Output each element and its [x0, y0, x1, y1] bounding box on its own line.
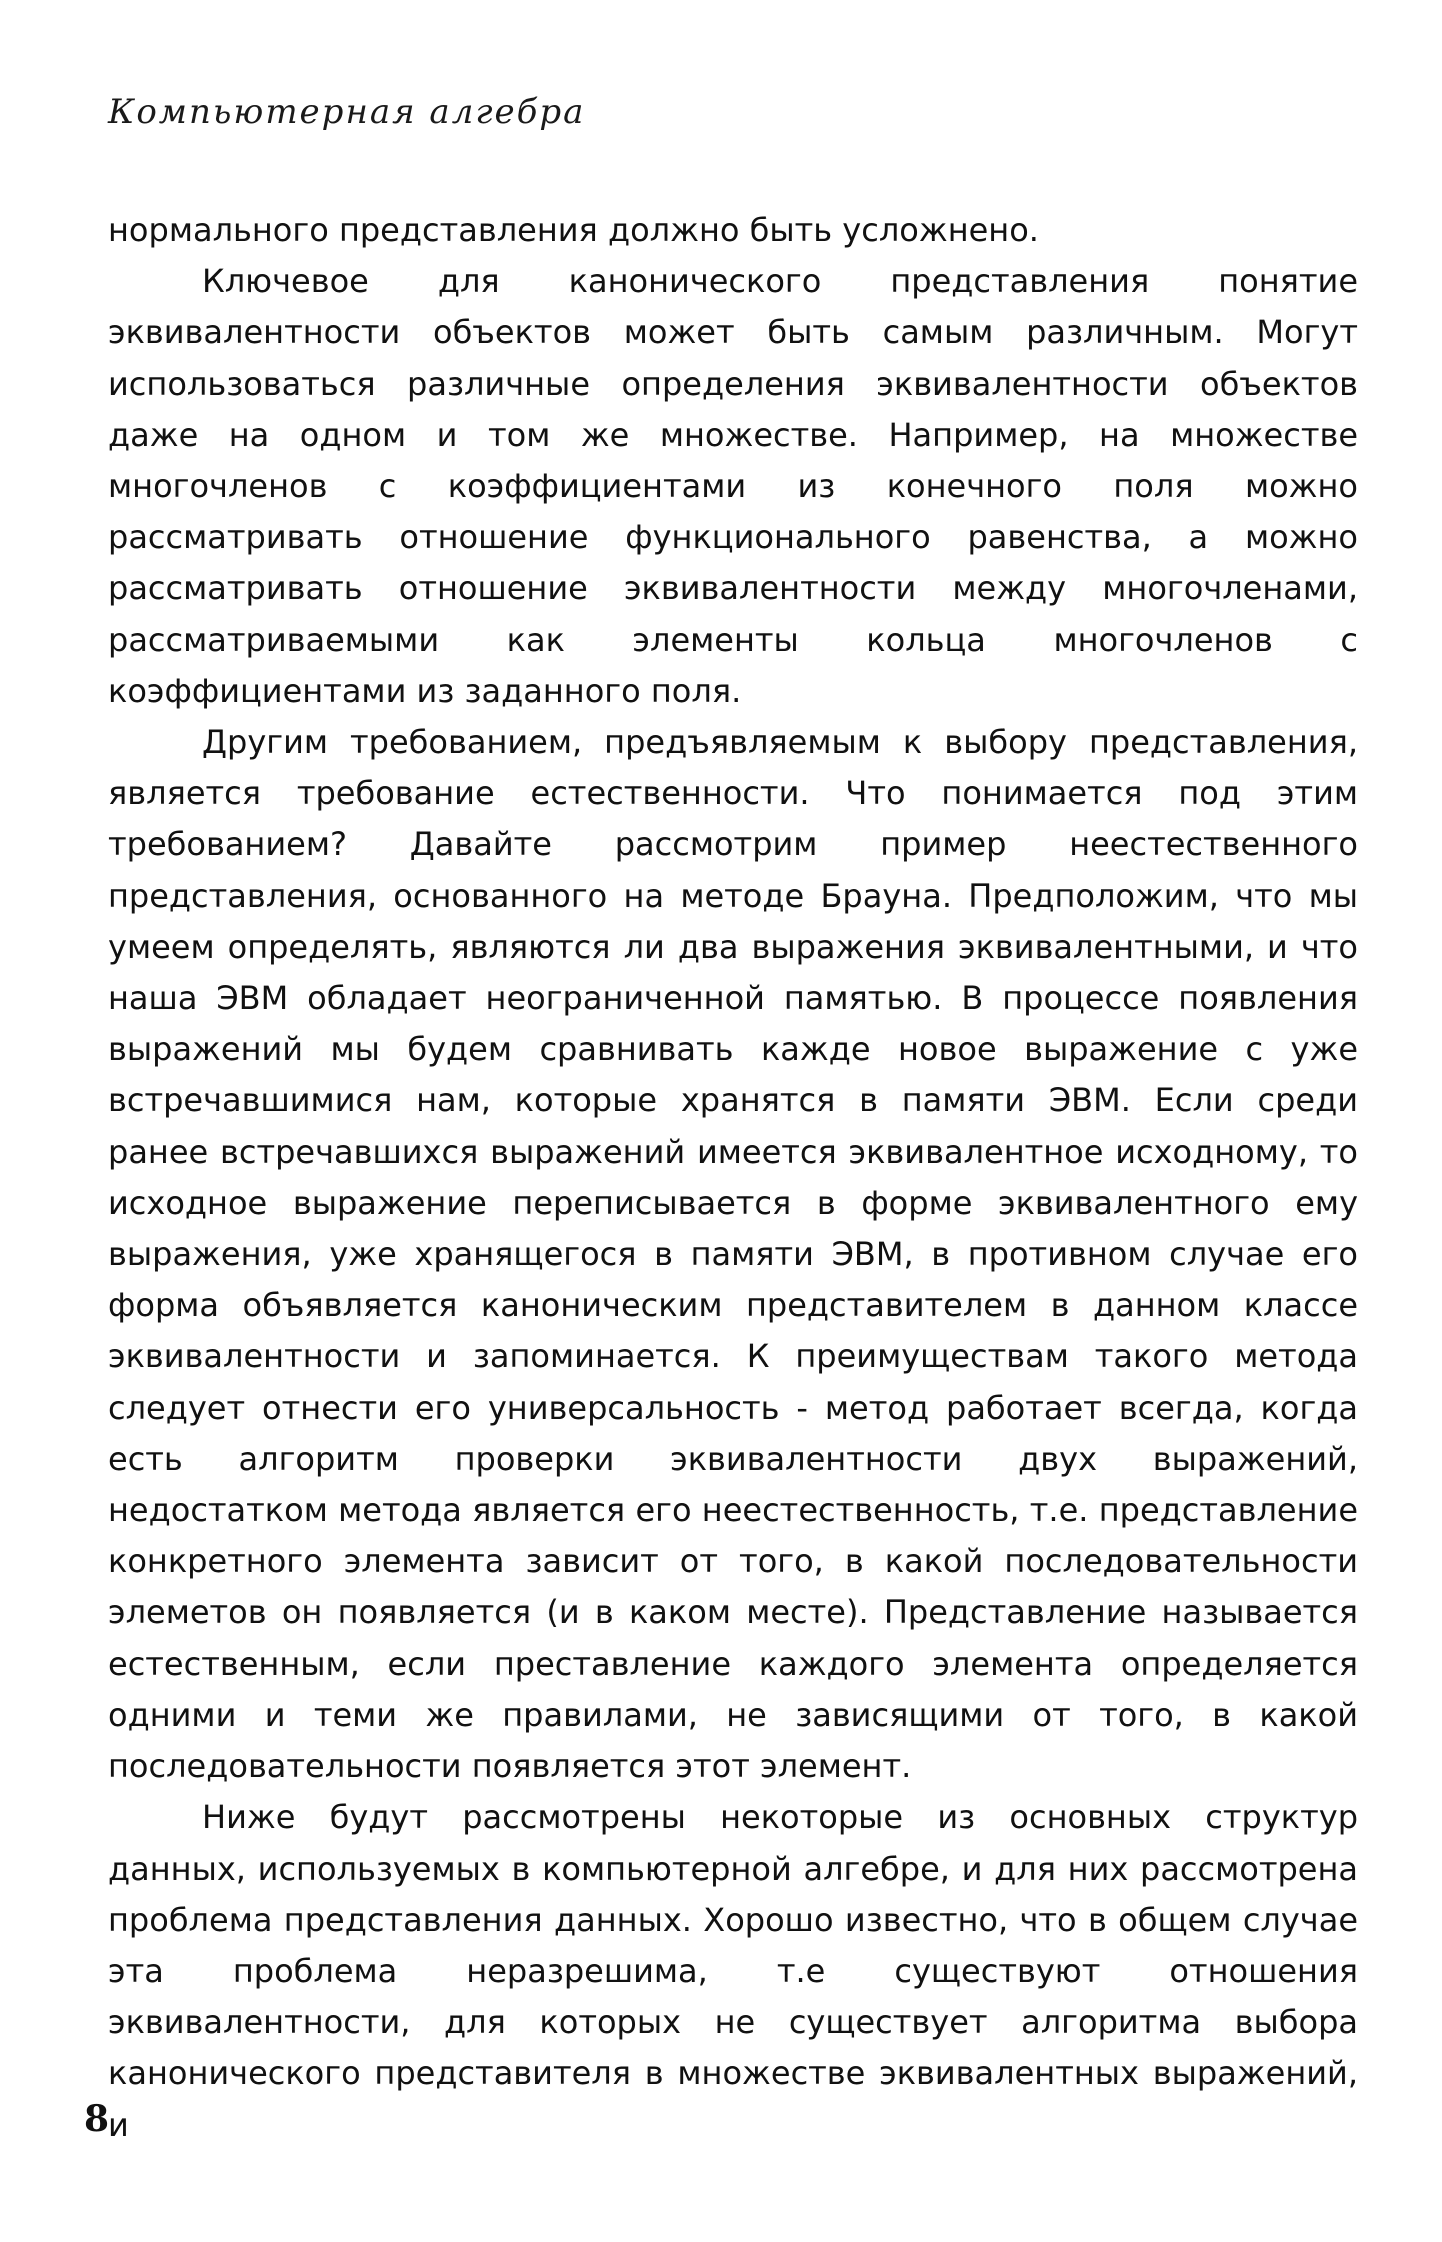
paragraph-continuation: нормального представления должно быть усложнено. [108, 211, 1039, 249]
page-number: 8 [84, 2098, 110, 2140]
body-text [108, 205, 1358, 2151]
paragraph: Другим требованием, предъявляемым к выбору представления, является требование естественности. Что понимается под этим требованием? Давайте рассмотрим пример неестественного представления, основанного на методе Брауна. Предположим, что мы умеем определять, являются ли два выражения эквивалентными, и что наша ЭВМ обладает неограниченной памятью. В процессе появления выражений мы будем сравнивать кажде новое выражение с уже встречавшимися нам, которые хранятся в памяти ЭВМ. Если среди ранее встречавшихся выражений имеется эквивалентное исходному, то исходное выражение переписывается в форме эквивалентного ему выражения, уже хранящегося в памяти ЭВМ, в противном случае его форма объявляется каноническим представителем в данном классе эквивалентности и запоминается. К преимуществам такого метода следует отнести его универсальность - метод работает всегда, когда есть алгоритм проверки эквивалентности двух выражений, недостатком метода является его неестественность, т.е. представление конкретного элемента зависит от того, в какой последовательности элеметов он появляется (и в каком месте). Представление называется естественным, если преставление каждого элемента определяется одними и теми же правилами, не зависящими от того, в какой последовательности появляется этот элемент. [108, 723, 1358, 1786]
paragraph: Ключевое для канонического представления понятие эквивалентности объектов может быть самым различным. Могут использоваться различные определения эквивалентности объектов даже на одном и том же множестве. Например, на множестве многочленов с коэффициентами из конечного поля можно рассматривать отношение функционального равенства, а можно рассматривать отношение эквивалентности между многочленами, рассматриваемыми как элементы кольца многочленов с коэффициентами из заданного поля. [108, 262, 1358, 710]
paragraph: Ниже будут рассмотрены некоторые из основных структур данных, используемых в компьютерной алгебре, и для них рассмотрена проблема представления данных. Хорошо известно, что в общем случае эта проблема неразрешима, т.е существуют отношения эквивалентности, для которых не существует алгоритма выбора канонического представителя в множестве эквивалентных выражений, и [108, 1798, 1358, 2144]
running-head: Компьютерная алгебра [108, 92, 586, 132]
